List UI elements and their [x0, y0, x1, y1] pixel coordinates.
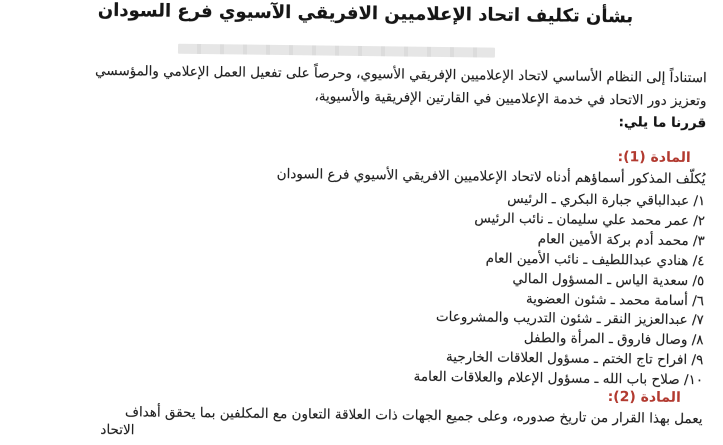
article-2-heading: المادة (2): — [607, 389, 681, 406]
member-list-item: ٧/ عبدالعزيز النقر ـ شئون التدريب والمشروعات — [435, 309, 704, 329]
member-list-item: ٩/ افراح تاج الختم ـ مسؤول العلاقات الخارجية — [445, 349, 704, 369]
member-list-item: ٥/ سعدية الياس ـ المسؤول المالي — [512, 270, 705, 289]
assigned-members-list — [31, 184, 705, 391]
member-list-item: ٤/ هنادي عبداللطيف ـ نائب الأمين العام — [485, 250, 705, 269]
scanned-document-page — [3, 0, 723, 439]
member-list-item: ١/ عبدالباقي جبارة البكري ـ الرئيس — [507, 190, 706, 210]
article-2-body-cutoff-word: الاتحاد — [100, 421, 135, 439]
member-list-item: ٦/ أسامة محمد ـ شئون العضوية — [525, 290, 705, 309]
document-title: بشأن تكليف اتحاد الإعلاميين الافريقي الآسيوي فرع السودان — [97, 0, 634, 28]
member-list-item: ٨/ وصال فاروق ـ المرأة والطفل — [523, 330, 704, 349]
article-1-heading: المادة (1): — [617, 149, 691, 166]
article-1-intro: يُكلّف المذكور أسماؤهم أدناه لاتحاد الإعلاميين الافريقي الأسيوي فرع السودان — [276, 165, 706, 188]
preamble-paragraph — [40, 59, 707, 135]
member-list-item: ٣/ محمد أدم بركة الأمين العام — [537, 230, 705, 249]
preamble-line-2: وتعزيز دور الاتحاد في خدمة الإعلاميين في القارتين الإفريقية والأسيوية، — [314, 87, 707, 109]
member-list-item: ٢/ عمر محمد علي سليمان ـ نائب الرئيس — [474, 210, 706, 230]
preamble-line-1: استناداً إلى النظام الأساسي لاتحاد الإعلاميين الإفريقي الأسيوي، وحرصاً على تفعيل العمل الإعلامي والمؤسسي — [95, 62, 707, 87]
member-list-item: ١٠/ صلاح باب الله ـ مسؤول الإعلام والعلاقات العامة — [413, 368, 704, 389]
article-2-body: يعمل بهذا القرار من تاريخ صدوره، وعلى جميع الجهات ذات العلاقة التعاون مع المكلفين بما يحقق أهداف — [124, 404, 703, 428]
redacted-line-bar — [178, 44, 495, 58]
decision-lead: قررنا ما يلي: — [618, 114, 707, 132]
